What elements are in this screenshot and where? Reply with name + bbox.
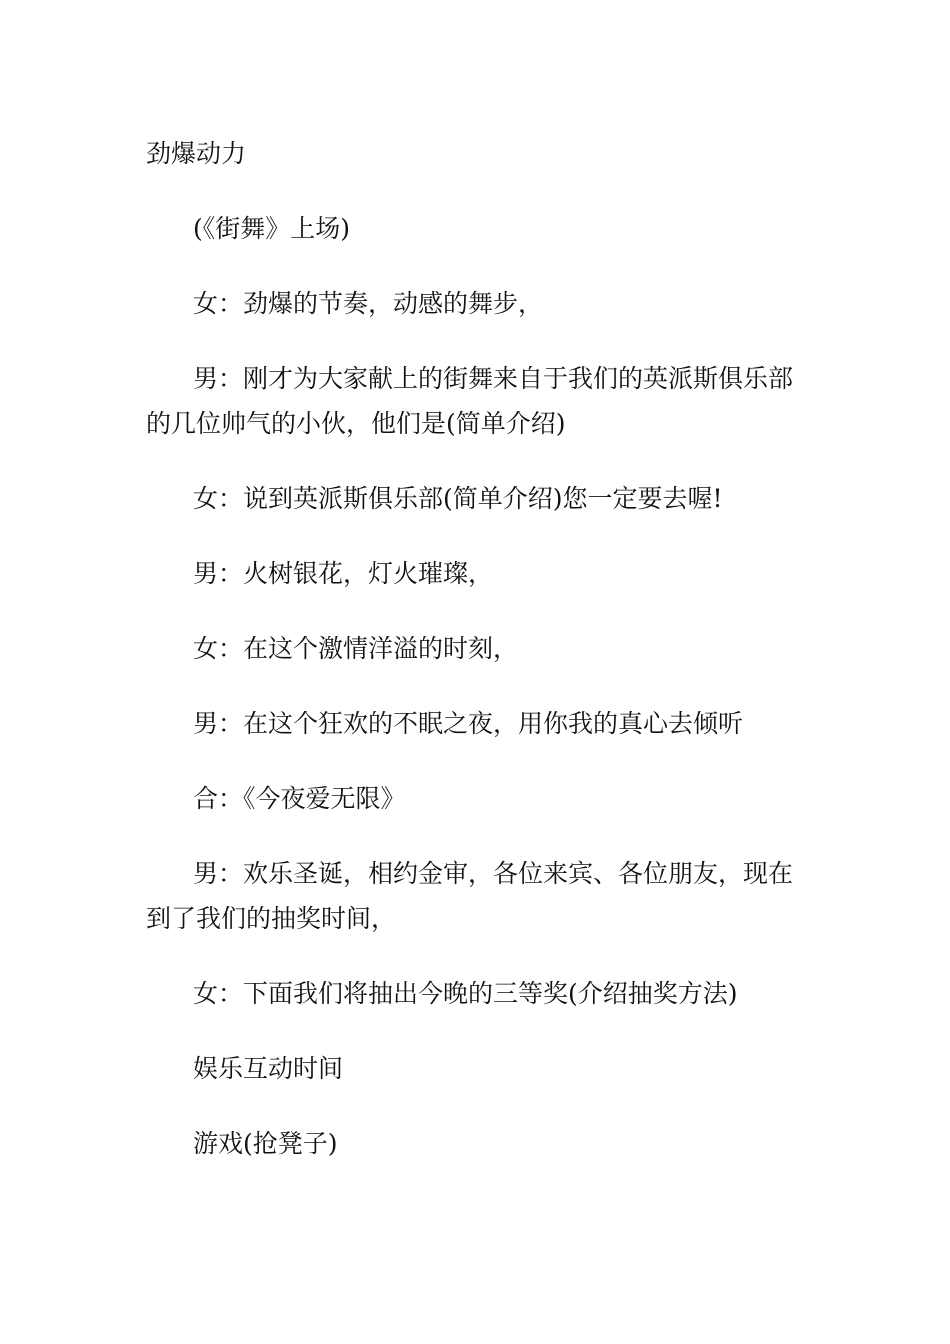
paragraph-9: 男：欢乐圣诞，相约金审，各位来宾、各位朋友，现在到了我们的抽奖时间， <box>146 859 794 933</box>
paragraph-5: 男：火树银花，灯火璀璨， <box>193 559 494 588</box>
paragraph-12: 游戏(抢凳子) <box>193 1129 338 1158</box>
section-heading: 劲爆动力 <box>146 139 247 168</box>
paragraph-4: 女：说到英派斯俱乐部(简单介绍)您一定要去喔! <box>193 484 723 513</box>
paragraph-3: 男：刚才为大家献上的街舞来自于我们的英派斯俱乐部的几位帅气的小伙，他们是(简单介绍) <box>146 364 794 438</box>
paragraph-8: 合：《今夜爱无限》 <box>193 784 406 813</box>
paragraph-10: 女：下面我们将抽出今晚的三等奖(介绍抽奖方法) <box>193 979 738 1008</box>
paragraph-11: 娱乐互动时间 <box>193 1054 344 1083</box>
paragraph-6: 女：在这个激情洋溢的时刻， <box>193 634 519 663</box>
paragraph-2: 女：劲爆的节奏，动感的舞步， <box>193 289 544 318</box>
document-body <box>146 131 806 1196</box>
paragraph-7: 男：在这个狂欢的不眠之夜，用你我的真心去倾听 <box>193 709 744 738</box>
paragraph-1: (《街舞》上场) <box>193 214 351 243</box>
